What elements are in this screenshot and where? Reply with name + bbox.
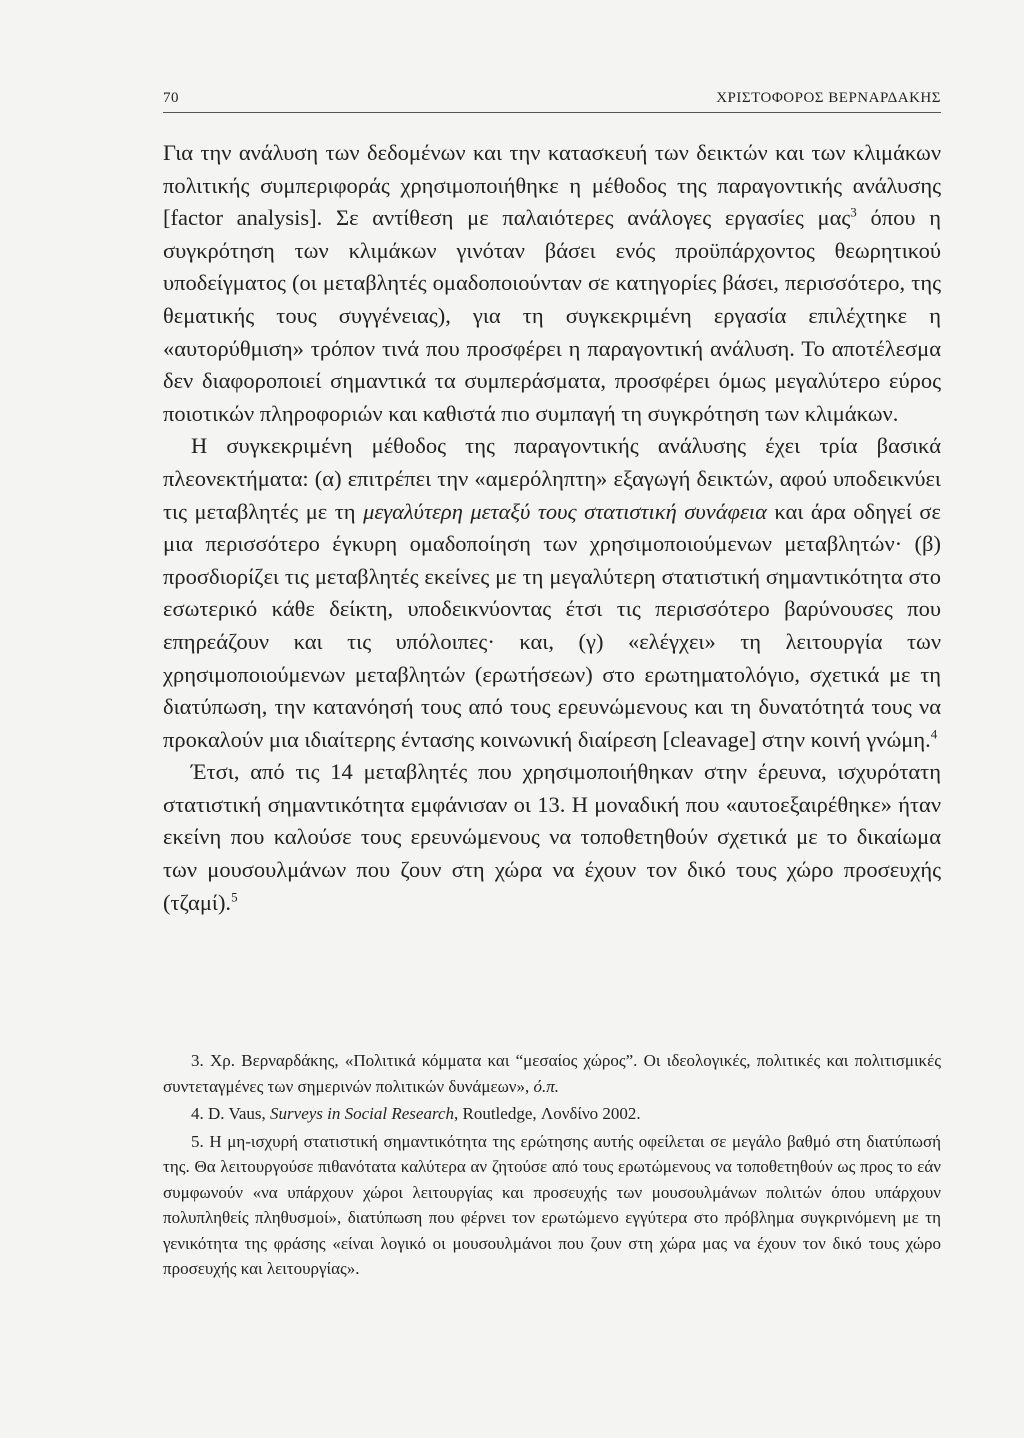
main-text [163,137,941,919]
footnote-ref-3: 3 [850,204,857,220]
paragraph-1-text-a: Για την ανάλυση των δεδομένων και την κατασκευή των δεικτών και των κλιμάκων πολιτικής συμπεριφοράς χρησιμοποιήθηκε η μέθοδος της παραγοντικής ανάλυσης [factor analysis]. Σε αντίθεση με παλαιότερες ανάλογες εργασίες μας [163,140,941,231]
paragraph-1-text-b: όπου η συγκρότηση των κλιμάκων γινόταν βάσει ενός προϋπάρχοντος θεωρητικού υποδείγματος (οι μεταβλητές ομαδοποιούνταν σε κατηγορίες βάσει, περισσότερο, της θεματικής τους συγγένειας), για τη συγκεκριμένη εργασία επιλέχτηκε η «αυτορύθμιση» τρόπον τινά που προσφέρει η παραγοντική ανάλυση. Το αποτέλεσμα δεν διαφοροποιεί σημαντικά τα συμπεράσματα, προσφέρει όμως μεγαλύτερο εύρος ποιοτικών πληροφοριών και καθιστά πιο συμπαγή τη συγκρότηση των κλιμάκων. [163,205,941,426]
footnote-4-title: Surveys in Social Research [270,1104,454,1123]
paragraph-2 [163,430,941,756]
paragraph-1 [163,137,941,430]
running-head-author: ΧΡΙΣΤΟΦΟΡΟΣ ΒΕΡΝΑΡΔΑΚΗΣ [716,90,941,106]
footnote-3-text: 3. Χρ. Βερναρδάκης, «Πολιτικά κόμματα και “μεσαίος χώρος”. Οι ιδεολογικές, πολιτικές και πολιτισμικές συντεταγμένες των σημερινών πολιτικών δυνάμεων», [163,1051,941,1096]
footnote-3 [163,1048,941,1099]
paragraph-2-text-b: και άρα οδηγεί σε μια περισσότερο έγκυρη ομαδοποίηση των χρησιμοποιούμενων μεταβλητών· (β) προσδιορίζει τις μεταβλητές εκείνες με τη μεγαλύτερη στατιστική σημαντικότητα στο εσωτερικό κάθε δείκτη, υποδεικνύοντας έτσι τις περισσότερο βαρύνουσες που επηρεάζουν και τις υπόλοιπες· και, (γ) «ελέγχει» τη λειτουργία των χρησιμοποιούμενων μεταβλητών (ερωτήσεων) στο ερωτηματολόγιο, σχετικά με τη διατύπωση, την κατανόησή τους από τους ερευνώμενους και τη δυνατότητά τους να προκαλούν μια ιδιαίτερης έντασης κοινωνική διαίρεση [cleavage] στην κοινή γνώμη. [163,498,941,752]
footnote-4-text-b: , Routledge, Λονδίνο 2002. [454,1104,641,1123]
footnote-5: 5. Η μη-ισχυρή στατιστική σημαντικότητα της ερώτησης αυτής οφείλεται σε μεγάλο βαθμό στη διατύπωσή της. Θα λειτουργούσε πιθανότατα καλύτερα αν ζητούσε από τους ερωτώμενους να τοποθετηθούν ως προς το εάν συμφωνούν «να υπάρχουν χώροι λειτουργίας και προσευχής των μουσουλμάνων πολιτών όπου υπάρχουν πολυπληθείς πληθυσμοί», διατύπωση που φέρνει τον ερωτώμενο εγγύτερα στο πρόβλημα συγκρινόμενη με τη γενικότητα της φράσης «είναι λογικό οι μουσουλμάνοι που ζουν στη χώρα μας να έχουν τον δικό τους χώρο προσευχής και λειτουργίας». [163,1131,941,1278]
paragraph-3-text: Έτσι, από τις 14 μεταβλητές που χρησιμοποιήθηκαν στην έρευνα, ισχυρότατη στατιστική σημαντικότητα εμφάνισαν οι 13. Η μοναδική που «αυτοεξαιρέθηκε» ήταν εκείνη που καλούσε τους ερευνώμενους να τοποθετηθούν σχετικά με το δικαίωμα των μουσουλμάνων που ζουν στη χώρα να έχουν τον δικό τους χώρο προσευχής (τζαμί). [163,759,941,915]
paragraph-3 [163,756,941,919]
paragraph-2-text-a: Η συγκεκριμένη μέθοδος της παραγοντικής ανάλυσης έχει τρία βασικά πλεονεκτήματα: (α) επιτρέπει την «αμερόληπτη» εξαγωγή δεικτών, αφού υποδεικνύει τις μεταβλητές με τη [163,433,941,524]
footnote-4-text-a: 4. D. Vaus, [191,1104,271,1123]
paragraph-2-italic: μεγαλύτερη μεταξύ τους στατιστική συνάφεια [363,498,767,524]
footnote-4 [163,1101,941,1127]
footnote-3-italic: ό.π. [533,1076,560,1096]
page-number: 70 [163,90,179,106]
footnote-ref-4: 4 [930,726,938,742]
running-header [163,90,941,113]
footnotes [163,1048,941,1284]
footnote-ref-5: 5 [231,889,238,905]
